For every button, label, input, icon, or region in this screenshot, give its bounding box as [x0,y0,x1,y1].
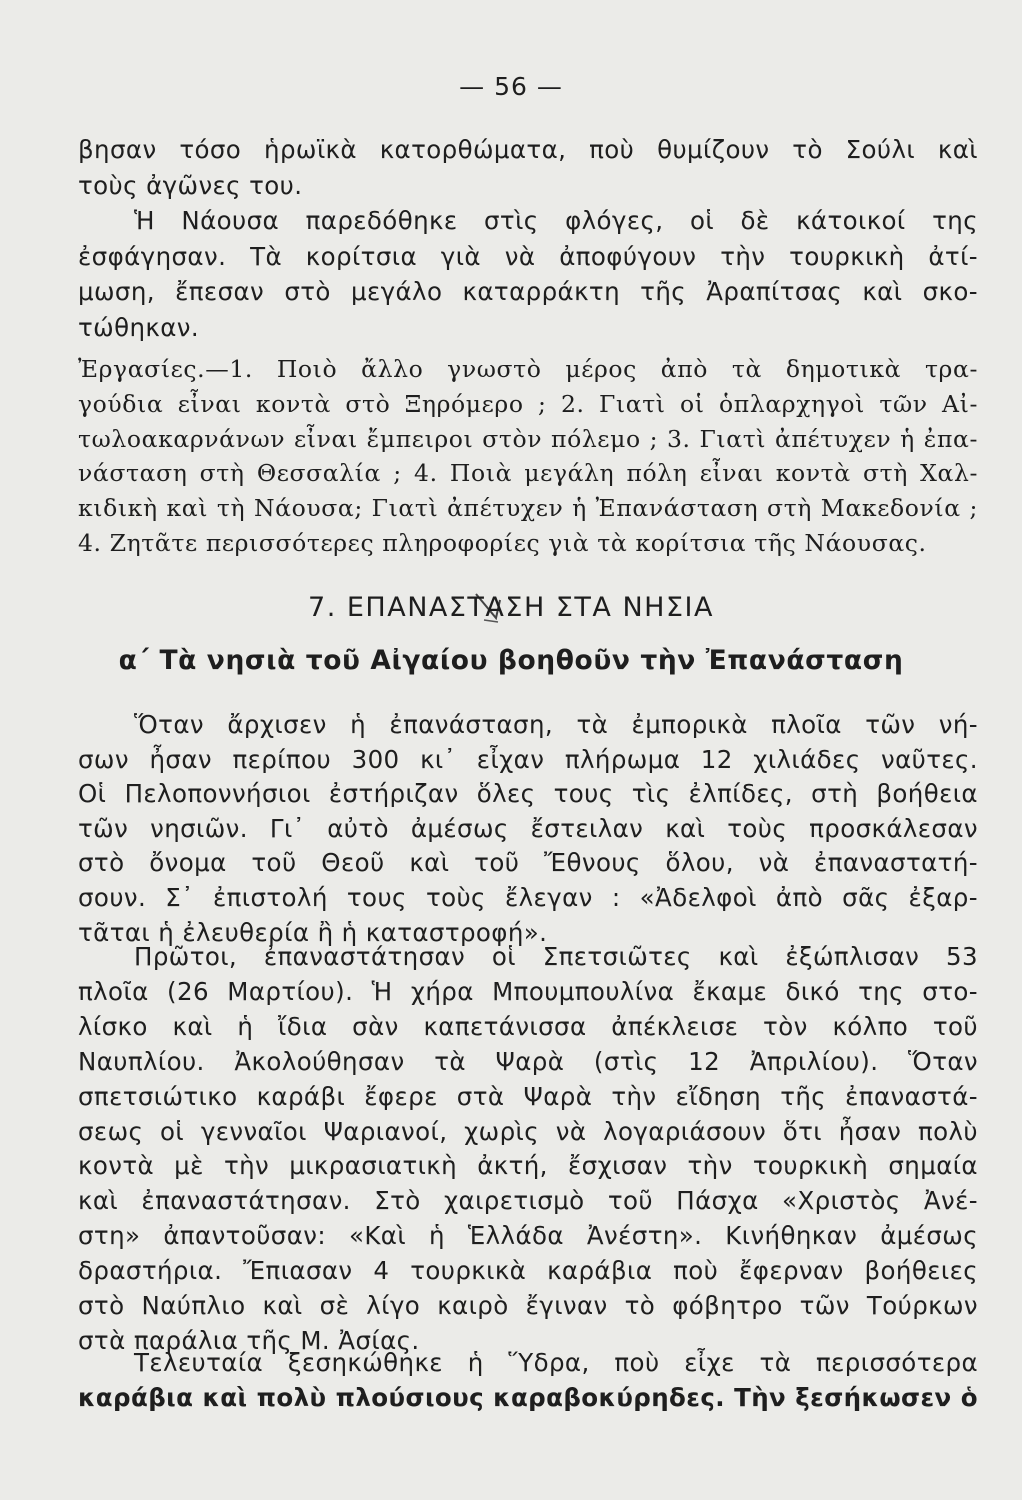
paragraph-2 [78,940,978,1359]
text-line: στη» ἀπαντοῦσαν: «Καὶ ἡ Ἑλλάδα Ἀνέστη». Κινήθηκαν ἀμέσως [78,1221,978,1251]
text-line: τοὺς ἀγῶνες του. [78,170,303,200]
text-line: τώθηκαν. [78,312,200,342]
text-line: Ναυπλίου. Ἀκολούθησαν τὰ Ψαρὰ (στὶς 12 Ἀπριλίου). Ὅταν [78,1046,978,1076]
section-subheading: α΄ Τὰ νησιὰ τοῦ Αἰγαίου βοηθοῦν τὴν Ἐπανάσταση [118,645,904,676]
paragraph-3 [78,1346,978,1415]
text-line: τᾶται ἡ ἐλευθερία ἢ ἡ καταστροφή». [78,917,548,947]
text-line: Ἡ Νάουσα παρεδόθηκε στὶς φλόγες, οἱ δὲ κάτοικοί της [134,206,978,235]
text-line: Ὅταν ἄρχισεν ἡ ἐπανάσταση, τὰ ἐμπορικὰ πλοῖα τῶν νή- [134,710,978,739]
text-line: κοντὰ μὲ τὴν μικρασιατικὴ ἀκτή, ἔσχισαν τὴν τουρκικὴ σημαία [78,1151,978,1181]
text-line: κιδικὴ καὶ τὴ Νάουσα; Γιατὶ ἀπέτυχεν ἡ Ἐπανάσταση στὴ Μακεδονία ; [78,494,978,523]
text-line: Ἐργασίες.—1. Ποιὸ ἄλλο γνωστὸ μέρος ἀπὸ τὰ δημοτικὰ τρα- [78,355,978,383]
text-line: σουν. Σ᾽ ἐπιστολή τους τοὺς ἔλεγαν : «Ἀδελφοὶ ἀπὸ σᾶς ἐξαρ- [78,882,978,912]
text-line: μωση, ἔπεσαν στὸ μεγάλο καταρράκτη τῆς Ἀραπίτσας καὶ σκο- [78,277,978,306]
text-line: καράβια καὶ πολὺ πλούσιους καραβοκύρηδες. Τὴν ξεσήκωσεν ὁ [78,1382,978,1412]
text-line: Πρῶτοι, ἐπαναστάτησαν οἱ Σπετσιῶτες καὶ ἐξώπλισαν 53 [134,942,978,971]
text-line: σων ἦσαν περίπου 300 κι᾽ εἶχαν πλήρωμα 12 χιλιάδες ναῦτες. [78,744,978,774]
text-line: στὸ ὄνομα τοῦ Θεοῦ καὶ τοῦ Ἔθνους ὅλου, νὰ ἐπαναστατή- [78,848,978,878]
text-line: Τελευταία ξεσηκώθηκε ἡ Ὕδρα, ποὺ εἶχε τὰ περισσότερα [134,1348,978,1377]
text-line: βησαν τόσο ἡρωϊκὰ κατορθώματα, ποὺ θυμίζουν τὸ Σούλι καὶ [78,135,978,164]
text-line: σεως οἱ γενναῖοι Ψαριανοί, χωρὶς νὰ λογαριάσουν ὅτι ἦσαν πολὺ [78,1116,978,1146]
text-line: δραστήρια. Ἔπιασαν 4 τουρκικὰ καράβια ποὺ ἔφερναν βοήθειες [78,1256,978,1286]
text-line: λίσκο καὶ ἡ ἴδια σὰν καπετάνισσα ἀπέκλεισε τὸν κόλπο τοῦ [78,1011,978,1041]
text-line: γούδια εἶναι κοντὰ στὸ Ξηρόμερο ; 2. Γιατὶ οἱ ὁπλαρχηγοὶ τῶν Αἰ- [78,389,978,418]
paragraph-1 [78,708,978,950]
text-line: τῶν νησιῶν. Γι᾽ αὐτὸ ἀμέσως ἔστειλαν καὶ τοὺς προσκάλεσαν [78,813,978,843]
text-line: νάσταση στὴ Θεσσαλία ; 4. Ποιὰ μεγάλη πόλη εἶναι κοντὰ στὴ Χαλ- [78,459,978,488]
section-heading: 7. ΕΠΑΝΑΣΤΑΣΗ ΣΤΑ ΝΗΣΙΑ [308,592,714,623]
text-line: στὸ Ναύπλιο καὶ σὲ λίγο καιρὸ ἔγιναν τὸ φόβητρο τῶν Τούρκων [78,1291,978,1321]
text-line: ἐσφάγησαν. Τὰ κορίτσια γιὰ νὰ ἀποφύγουν τὴν τουρκικὴ ἀτί- [78,241,978,271]
page-number: — 56 — [459,72,563,101]
text-line: σπετσιώτικο καράβι ἔφερε στὰ Ψαρὰ τὴν εἴδηση τῆς ἐπαναστά- [78,1081,978,1111]
text-line: στὰ παράλια τῆς Μ. Ἀσίας. [78,1325,420,1355]
text-line: 4. Ζητᾶτε περισσότερες πληροφορίες γιὰ τὰ κορίτσια τῆς Νάουσας. [78,528,927,557]
text-line: πλοῖα (26 Μαρτίου). Ἡ χήρα Μπουμπουλίνα ἔκαμε δικό της στο- [78,976,978,1006]
text-line: Οἱ Πελοποννήσιοι ἐστήριζαν ὅλες τους τὶς ἐλπίδες, στὴ βοήθεια [78,779,978,809]
text-line: τωλοακαρνάνων εἶναι ἔμπειροι στὸν πόλεμο ; 3. Γιατὶ ἀπέτυχεν ἡ ἐπα- [78,424,978,453]
intro-paragraph [78,132,978,345]
text-line: καὶ ἐπαναστάτησαν. Στὸ χαιρετισμὸ τοῦ Πάσχα «Χριστὸς Ἀνέ- [78,1186,978,1216]
exercises-section [78,352,978,561]
